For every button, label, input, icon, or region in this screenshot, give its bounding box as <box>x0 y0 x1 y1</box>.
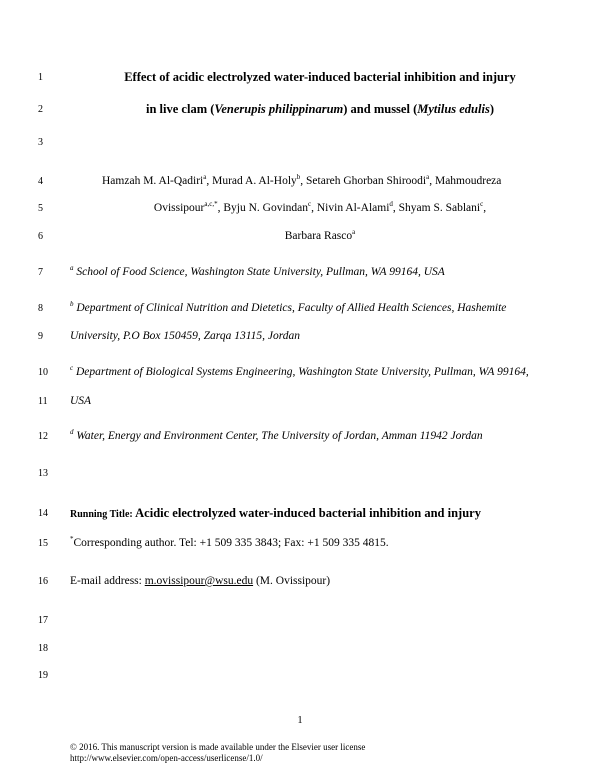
affiliation-d <box>70 429 483 443</box>
clam-species: Venerupis philippinarum <box>214 102 344 116</box>
line-number: 2 <box>38 104 43 115</box>
author-sep: , <box>483 202 487 214</box>
line-number: 19 <box>38 670 48 681</box>
author-name: , Shyam S. Sablani <box>392 202 481 214</box>
paper-title-line-2 <box>60 102 580 116</box>
corresponding-mark: * <box>70 535 74 544</box>
line-number: 11 <box>38 396 48 407</box>
affiliation-mark: a <box>352 228 356 237</box>
line-number: 14 <box>38 508 48 519</box>
title-text: in live clam ( <box>146 102 215 116</box>
line-number: 4 <box>38 176 43 187</box>
email-link[interactable]: m.ovissipour@wsu.edu <box>144 575 254 587</box>
author-list-line-2 <box>60 201 580 215</box>
line-number: 12 <box>38 431 48 442</box>
email-owner: (M. Ovissipour) <box>253 575 331 587</box>
affiliation-mark: b <box>70 300 74 309</box>
mussel-species: Mytilus edulis <box>417 102 490 116</box>
affiliation-text: Department of Biological Systems Engineering, Washington State University, Pullman, WA 99164, <box>75 366 529 378</box>
affiliation-text: Department of Clinical Nutrition and Dietetics, Faculty of Allied Health Sciences, Hashemite <box>76 302 507 314</box>
author-list-line-3 <box>60 229 580 243</box>
title-text: ) and mussel ( <box>343 102 418 116</box>
line-number: 15 <box>38 538 48 549</box>
line-number: 13 <box>38 468 48 479</box>
author-name: Barbara Rasco <box>284 230 353 242</box>
author-name: , Nivin Al-Alami <box>311 202 390 214</box>
line-number: 6 <box>38 231 43 242</box>
running-title <box>70 506 481 522</box>
page-number: 1 <box>297 715 303 726</box>
line-number: 16 <box>38 576 48 587</box>
line-number: 10 <box>38 367 48 378</box>
corresponding-text: Corresponding author. Tel: +1 509 335 3843; Fax: +1 509 335 4815. <box>73 537 389 549</box>
affiliation-text: Water, Energy and Environment Center, The University of Jordan, Amman 11942 Jordan <box>76 430 483 442</box>
line-number: 3 <box>38 137 43 148</box>
running-title-text: Acidic electrolyzed water-induced bacterial inhibition and injury <box>132 506 481 520</box>
author-name: , Byju N. Govindan <box>217 202 309 214</box>
author-name: , Mahmoudreza <box>429 175 502 187</box>
line-number: 9 <box>38 331 43 342</box>
affiliation-mark: d <box>389 200 393 209</box>
affiliation-mark: a <box>426 173 430 182</box>
author-list-line-1 <box>102 174 501 188</box>
email-line <box>70 574 330 588</box>
line-number: 1 <box>38 72 43 83</box>
line-number: 8 <box>38 303 43 314</box>
affiliation-c <box>70 365 529 379</box>
affiliation-b-cont: University, P.O Box 150459, Zarqa 13115, Jordan <box>70 330 300 342</box>
title-text: ) <box>489 102 494 116</box>
line-number: 5 <box>38 203 43 214</box>
author-name: , Murad A. Al-Holy <box>206 175 297 187</box>
affiliation-text: School of Food Science, Washington State University, Pullman, WA 99164, USA <box>76 266 445 278</box>
license-notice: © 2016. This manuscript version is made available under the Elsevier user license <box>70 742 366 752</box>
line-number: 18 <box>38 643 48 654</box>
affiliation-mark: a <box>70 264 74 273</box>
author-name: Hamzah M. Al-Qadiri <box>102 175 204 187</box>
affiliation-mark: a,c,* <box>204 200 218 209</box>
affiliation-mark: c <box>70 364 74 373</box>
running-title-label: Running Title: <box>70 509 133 520</box>
affiliation-mark: c <box>480 200 484 209</box>
affiliation-a <box>70 265 445 279</box>
affiliation-mark: d <box>70 428 74 437</box>
corresponding-author <box>70 536 389 550</box>
author-name: Ovissipour <box>153 202 205 214</box>
license-url[interactable]: http://www.elsevier.com/open-access/userlicense/1.0/ <box>70 753 263 763</box>
affiliation-b <box>70 301 506 315</box>
affiliation-mark: c <box>308 200 312 209</box>
paper-title-line-1: Effect of acidic electrolyzed water-induced bacterial inhibition and injury <box>124 70 516 84</box>
line-number: 7 <box>38 267 43 278</box>
affiliation-c-cont: USA <box>70 395 92 407</box>
affiliation-mark: b <box>296 173 301 182</box>
author-name: , Setareh Ghorban Shiroodi <box>300 175 427 187</box>
line-number: 17 <box>38 615 48 626</box>
affiliation-mark: a <box>203 173 207 182</box>
email-label: E-mail address: <box>70 575 145 587</box>
